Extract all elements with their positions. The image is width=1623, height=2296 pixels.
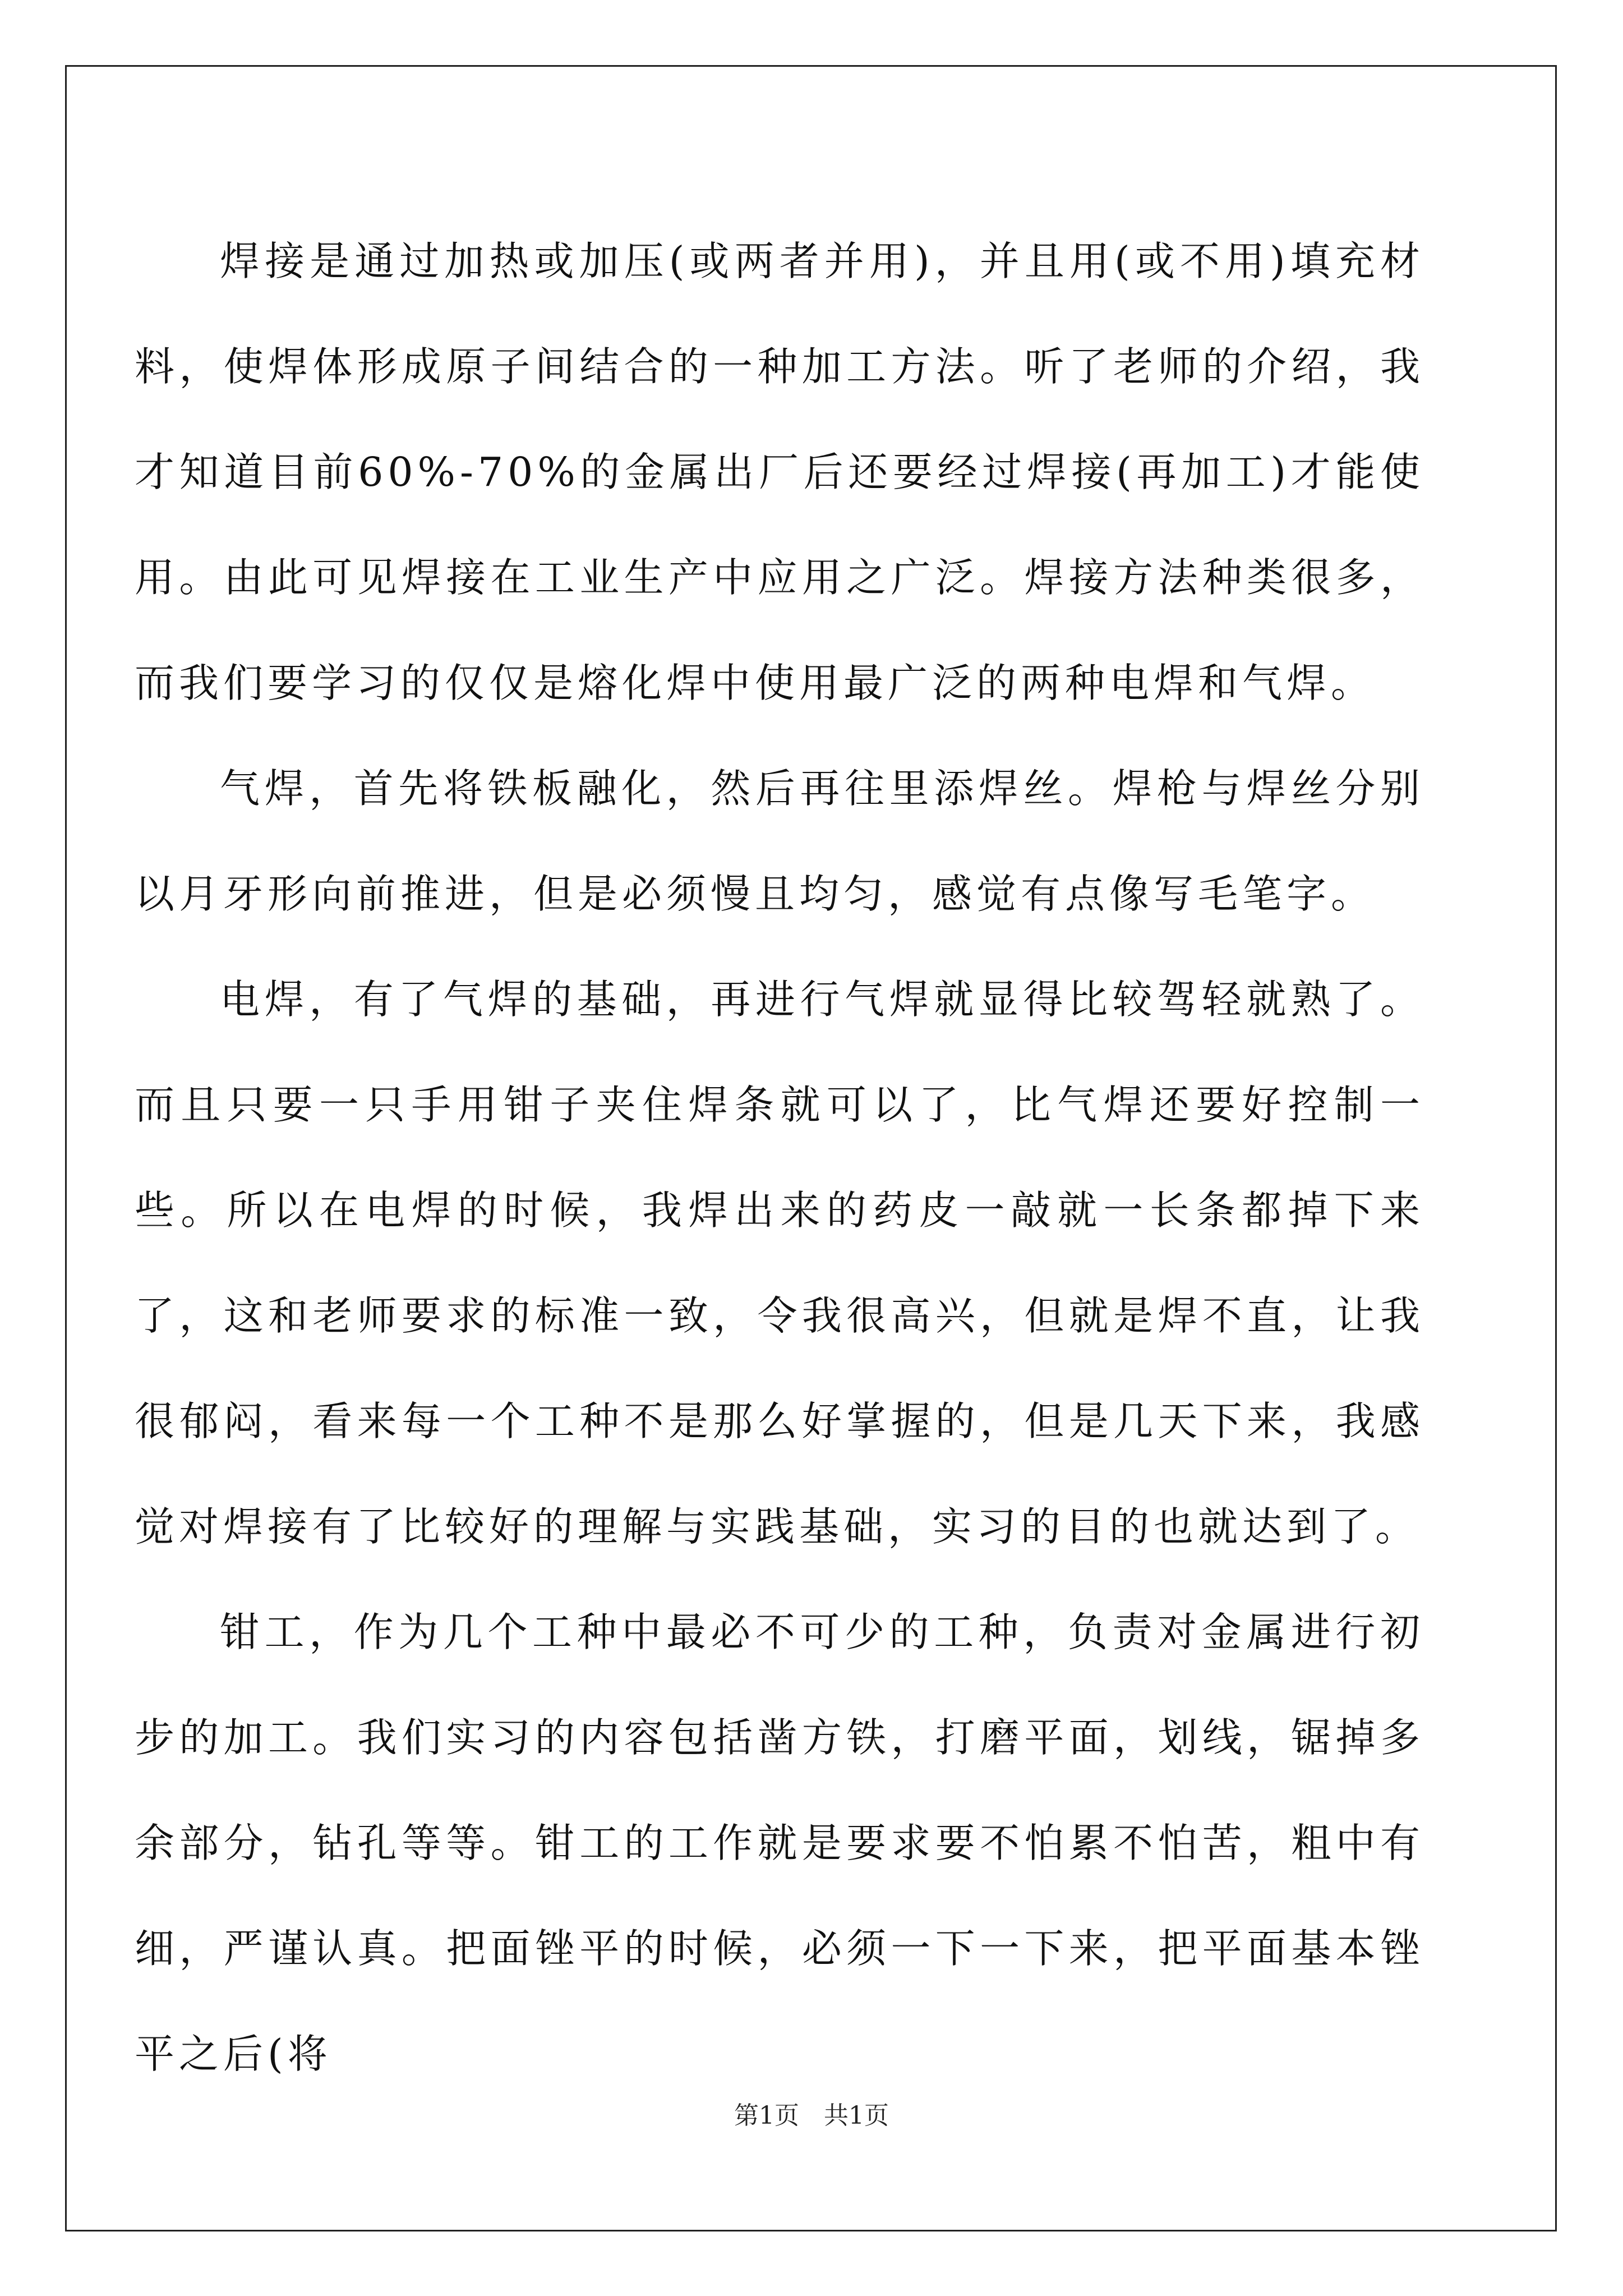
page-footer — [0, 2099, 1623, 2133]
paragraph-fitter: 钳工，作为几个工种中最必不可少的工种，负责对金属进行初步的加工。我们实习的内容包括凿方铁，打磨平面，划线，锯掉多余部分，钻孔等等。钳工的工作就是要求要不怕累不怕苦，粗中有细，严谨认真。把面锉平的时候，必须一下一下来，把平面基本锉平之后(将 — [135, 1609, 1424, 2077]
document-body — [135, 209, 1424, 2107]
paragraph-gas-welding: 气焊，首先将铁板融化，然后再往里添焊丝。焊枪与焊丝分别以月牙形向前推进，但是必须慢且均匀，感觉有点像写毛笔字。 — [135, 765, 1424, 917]
page-number: 第1页 — [734, 2101, 799, 2130]
page-total: 共1页 — [824, 2101, 889, 2130]
paragraph-welding-intro: 焊接是通过加热或加压(或两者并用)，并且用(或不用)填充材料，使焊体形成原子间结合的一种加工方法。听了老师的介绍，我才知道目前60%-70%的金属出厂后还要经过焊接(再加工)才能使用。由此可见焊接在工业生产中应用之广泛。焊接方法种类很多，而我们要学习的仅仅是熔化焊中使用最广泛的两种电焊和气焊。 — [135, 238, 1424, 706]
paragraph-electric-welding: 电焊，有了气焊的基础，再进行气焊就显得比较驾轻就熟了。而且只要一只手用钳子夹住焊条就可以了，比气焊还要好控制一些。所以在电焊的时候，我焊出来的药皮一敲就一长条都掉下来了，这和老师要求的标准一致，令我很高兴，但就是焊不直，让我很郁闷，看来每一个工种不是那么好掌握的，但是几天下来，我感觉对焊接有了比较好的理解与实践基础，实习的目的也就达到了。 — [135, 976, 1424, 1550]
